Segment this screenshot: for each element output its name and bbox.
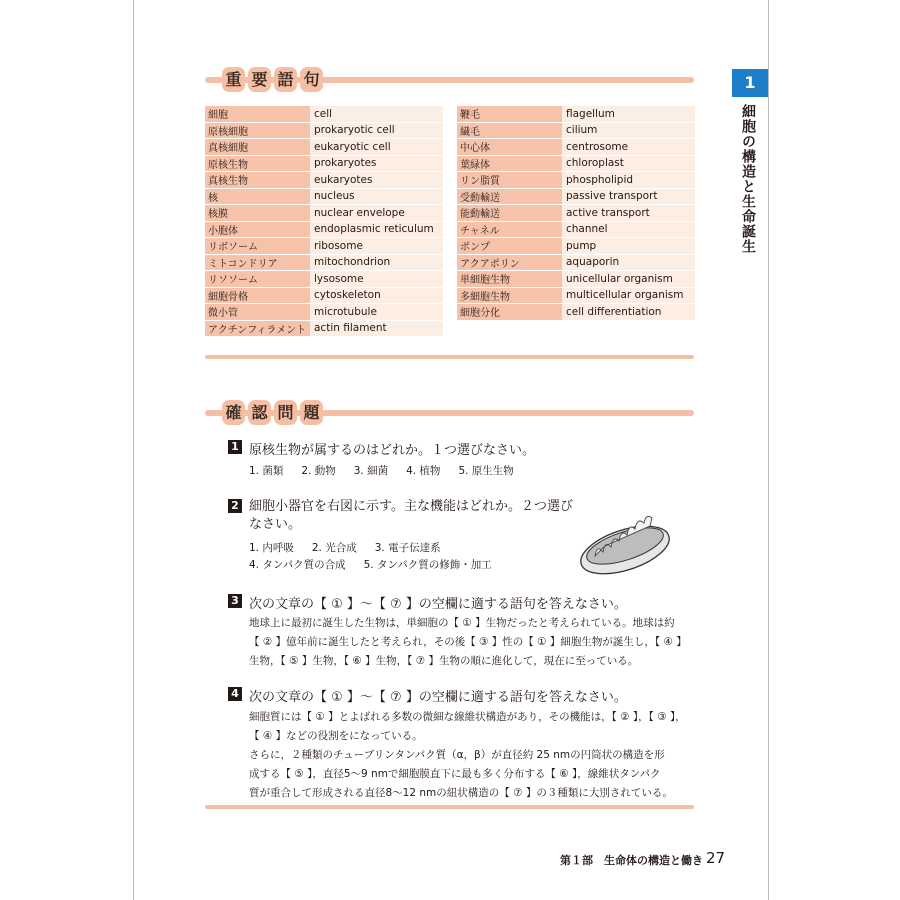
glossary-row [205, 321, 443, 337]
term-english: nucleus [310, 189, 443, 205]
glossary-row [457, 222, 695, 238]
question-text: 細胞小器官を右図に示す。主な機能はどれか。２つ選び [249, 499, 573, 514]
heading-char: 要 [248, 67, 271, 92]
term-english: lysosome [310, 271, 443, 287]
glossary-row [457, 106, 695, 122]
term-japanese: アクチンフィラメント [205, 321, 310, 337]
term-english: cell differentiation [562, 304, 695, 320]
question-3 [228, 593, 627, 612]
term-english: ribosome [310, 238, 443, 254]
passage-line: 細胞質には【 ① 】とよばれる多数の微細な線維状構造があり，その機能は，【 ② 】，【 ③ 】， [249, 711, 686, 723]
glossary-row [457, 156, 695, 172]
glossary-row [205, 238, 443, 254]
question-text: 原核生物が属するのはどれか。１つ選びなさい。 [249, 443, 536, 458]
passage-line: 【 ④ 】などの役割をになっている。 [249, 730, 423, 742]
glossary-row [205, 271, 443, 287]
term-japanese: 小胞体 [205, 222, 310, 238]
term-english: actin filament [310, 321, 443, 337]
page-edge-right [768, 0, 769, 900]
passage-line: さらに，２種類のチューブリンタンパク質（α，β）が直径約 25 nmの円筒状の構造を形 [249, 749, 665, 761]
question-3-passage [249, 614, 689, 671]
glossary-row [457, 123, 695, 139]
term-japanese: 細胞分化 [457, 304, 562, 320]
term-english: passive transport [562, 189, 695, 205]
term-english: chloroplast [562, 156, 695, 172]
term-english: cell [310, 106, 443, 122]
glossary-row [457, 271, 695, 287]
term-japanese: 核膜 [205, 205, 310, 221]
term-english: prokaryotic cell [310, 123, 443, 139]
heading-char: 句 [300, 67, 323, 92]
question-number: 1 [228, 440, 242, 454]
glossary-row [457, 189, 695, 205]
page-edge-left [133, 0, 134, 900]
glossary-row [457, 205, 695, 221]
glossary-row [457, 172, 695, 188]
term-english: channel [562, 222, 695, 238]
question-4 [228, 686, 627, 705]
term-english: aquaporin [562, 255, 695, 271]
option: 3. 電子伝達系 [374, 542, 441, 554]
glossary-row [457, 288, 695, 304]
glossary-row [457, 255, 695, 271]
term-japanese: 繊毛 [457, 123, 562, 139]
term-japanese: 能動輸送 [457, 205, 562, 221]
glossary-table-left [205, 105, 443, 337]
term-english: phospholipid [562, 172, 695, 188]
option: 4. タンパク質の合成 [249, 559, 346, 571]
option: 1. 菌類 [249, 465, 284, 477]
glossary-row [205, 222, 443, 238]
term-english: eukaryotes [310, 172, 443, 188]
question-2-options [249, 540, 510, 574]
term-japanese: 細胞骨格 [205, 288, 310, 304]
heading-char: 語 [274, 67, 297, 92]
heading-char: 重 [222, 67, 245, 92]
question-text: 次の文章の【 ① 】～【 ⑦ 】の空欄に適する語句を答えなさい。 [249, 597, 627, 612]
heading-char: 題 [300, 400, 323, 425]
term-english: multicellular organism [562, 288, 695, 304]
term-japanese: 中心体 [457, 139, 562, 155]
question-text: なさい。 [249, 517, 302, 532]
term-japanese: 真核細胞 [205, 139, 310, 155]
glossary-bottom-bar [205, 355, 694, 359]
term-japanese: 受動輸送 [457, 189, 562, 205]
mitochondrion-illustration [575, 510, 675, 576]
term-english: active transport [562, 205, 695, 221]
term-english: unicellular organism [562, 271, 695, 287]
passage-line: 生物，【 ⑤ 】生物，【 ⑥ 】生物，【 ⑦ 】生物の順に進化して，現在に至っている。 [249, 655, 639, 667]
chapter-title: 細胞の構造と生命誕生 [740, 104, 756, 254]
term-english: cytoskeleton [310, 288, 443, 304]
term-english: endoplasmic reticulum [310, 222, 443, 238]
term-japanese: 微小管 [205, 304, 310, 320]
term-japanese: 鞭毛 [457, 106, 562, 122]
glossary-row [205, 205, 443, 221]
glossary-row [205, 172, 443, 188]
passage-line: 【 ② 】億年前に誕生したと考えられ，その後【 ③ 】性の【 ① 】細胞生物が誕生し，【 ④ 】 [249, 636, 687, 648]
glossary-row [457, 304, 695, 320]
term-english: nuclear envelope [310, 205, 443, 221]
question-2 [228, 498, 573, 534]
glossary-row [457, 238, 695, 254]
term-japanese: リン脂質 [457, 172, 562, 188]
passage-line: 地球上に最初に誕生した生物は，単細胞の【 ① 】生物だったと考えられている。地球は約 [249, 617, 675, 629]
heading-char: 認 [248, 400, 271, 425]
term-english: pump [562, 238, 695, 254]
page-number: 27 [706, 849, 726, 867]
question-1 [228, 439, 535, 458]
glossary-row [205, 139, 443, 155]
term-japanese: 細胞 [205, 106, 310, 122]
term-japanese: リソソーム [205, 271, 310, 287]
question-1-options [249, 463, 532, 480]
question-number: 2 [228, 499, 242, 513]
term-english: centrosome [562, 139, 695, 155]
glossary-row [205, 255, 443, 271]
option: 2. 動物 [301, 465, 336, 477]
term-japanese: 原核生物 [205, 156, 310, 172]
question-number: 3 [228, 594, 242, 608]
term-japanese: 単細胞生物 [457, 271, 562, 287]
term-english: mitochondrion [310, 255, 443, 271]
passage-line: 質が重合して形成される直径8～12 nmの紐状構造の【 ⑦ 】の３種類に大別されている。 [249, 787, 673, 799]
term-japanese: ポンプ [457, 238, 562, 254]
option: 5. 原生生物 [458, 465, 514, 477]
footer-part-title: 第１部 生命体の構造と働き [560, 854, 703, 867]
term-japanese: 原核細胞 [205, 123, 310, 139]
term-japanese: アクアポリン [457, 255, 562, 271]
question-4-passage [249, 708, 689, 803]
glossary-row [205, 106, 443, 122]
term-english: microtubule [310, 304, 443, 320]
option: 4. 植物 [406, 465, 441, 477]
term-japanese: 核 [205, 189, 310, 205]
term-english: eukaryotic cell [310, 139, 443, 155]
glossary-table-right [457, 105, 695, 321]
option: 2. 光合成 [311, 542, 357, 554]
glossary-row [205, 156, 443, 172]
term-japanese: リボソーム [205, 238, 310, 254]
glossary-row [205, 123, 443, 139]
passage-line: 成する【 ⑤ 】，直径5～9 nmで細胞膜直下に最も多く分布する【 ⑥ 】，線維状タンパク [249, 768, 661, 780]
term-japanese: チャネル [457, 222, 562, 238]
option: 1. 内呼吸 [249, 542, 294, 554]
heading-char: 問 [274, 400, 297, 425]
glossary-row [457, 139, 695, 155]
glossary-row [205, 288, 443, 304]
term-japanese: ミトコンドリア [205, 255, 310, 271]
term-japanese: 葉緑体 [457, 156, 562, 172]
term-japanese: 多細胞生物 [457, 288, 562, 304]
term-english: prokaryotes [310, 156, 443, 172]
quiz-bottom-bar [205, 805, 694, 809]
glossary-heading [222, 67, 323, 92]
term-japanese: 真核生物 [205, 172, 310, 188]
glossary-row [205, 189, 443, 205]
heading-char: 確 [222, 400, 245, 425]
question-number: 4 [228, 687, 242, 701]
option: 5. タンパク質の修飾・加工 [363, 559, 492, 571]
chapter-tab: 1 [732, 69, 768, 97]
quiz-heading [222, 400, 323, 425]
glossary-row [205, 304, 443, 320]
term-english: flagellum [562, 106, 695, 122]
option: 3. 細菌 [353, 465, 389, 477]
question-text: 次の文章の【 ① 】～【 ⑦ 】の空欄に適する語句を答えなさい。 [249, 690, 627, 705]
term-english: cilium [562, 123, 695, 139]
